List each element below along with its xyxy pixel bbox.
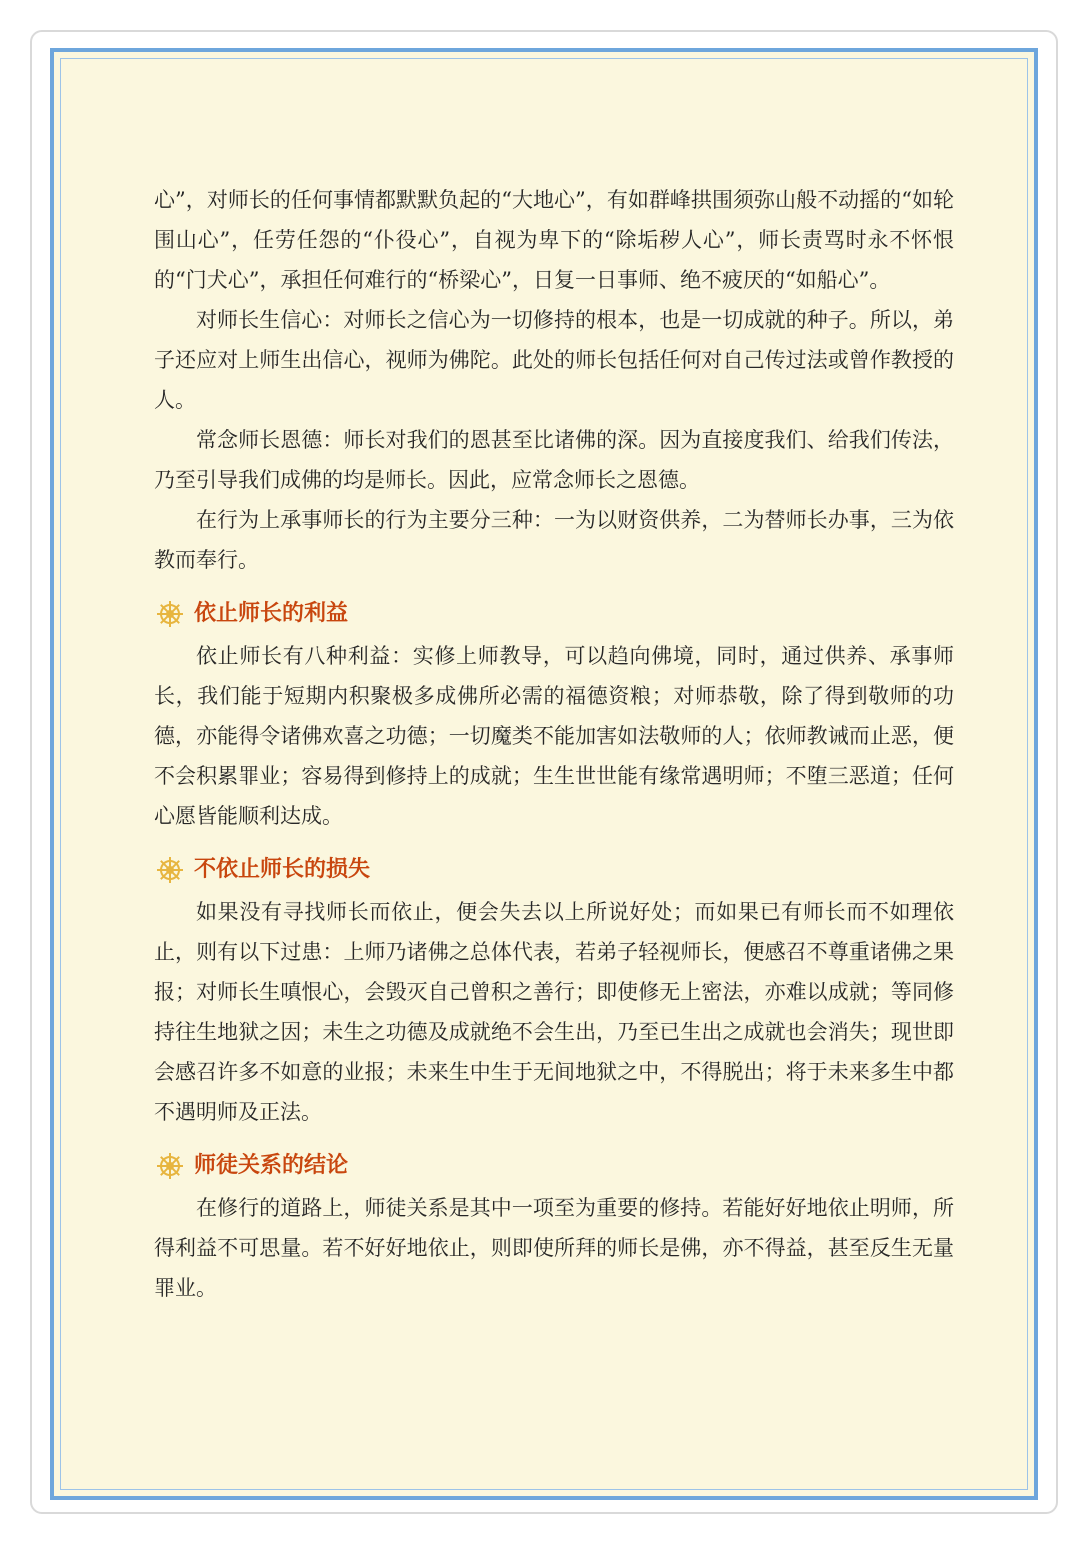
section-heading-conclusion xyxy=(154,1146,954,1186)
intro-paragraph-2: 对师长生信心：对师长之信心为一切修持的根本，也是一切成就的种子。所以，弟子还应对上师生出信心，视师为佛陀。此处的师长包括任何对自己传过法或曾作教授的人。 xyxy=(154,308,954,412)
intro-paragraph-3: 常念师长恩德：师长对我们的恩甚至比诸佛的深。因为直接度我们、给我们传法，乃至引导我们成佛的均是师长。因此，应常念师长之恩德。 xyxy=(154,428,954,492)
section-heading-text: 依止师长的利益 xyxy=(194,601,349,626)
section-heading-text: 不依止师长的损失 xyxy=(194,857,371,882)
section-paragraph-losses: 如果没有寻找师长而依止，便会失去以上所说好处；而如果已有师长而不如理依止，则有以下过患：上师乃诸佛之总体代表，若弟子轻视师长，便感召不尊重诸佛之果报；对师长生嗔恨心，会毁灭自己曾积之善行；即使修无上密法，亦难以成就；等同修持往生地狱之因；未生之功德及成就绝不会生出，乃至已生出之成就也会消失；现世即会感召许多不如意的业报；未来生中生于无间地狱之中，不得脱出；将于未来多生中都不遇明师及正法。 xyxy=(154,900,954,1124)
section-heading-text: 师徒关系的结论 xyxy=(194,1153,349,1178)
section-paragraph-conclusion: 在修行的道路上，师徒关系是其中一项至为重要的修持。若能好好地依止明师，所得利益不可思量。若不好好地依止，则即使所拜的师长是佛，亦不得益，甚至反生无量罪业。 xyxy=(154,1196,954,1300)
section-heading-losses xyxy=(154,850,954,890)
dharma-wheel-icon xyxy=(156,600,184,628)
section-paragraph-benefits: 依止师长有八种利益：实修上师教导，可以趋向佛境，同时，通过供养、承事师长，我们能于短期内积聚极多成佛所必需的福德资粮；对师恭敬，除了得到敬师的功德，亦能得令诸佛欢喜之功德；一切魔类不能加害如法敬师的人；依师教诫而止恶，便不会积累罪业；容易得到修持上的成就；生生世世能有缘常遇明师；不堕三恶道；任何心愿皆能顺利达成。 xyxy=(154,644,954,828)
dharma-wheel-icon xyxy=(156,1152,184,1180)
dharma-wheel-icon xyxy=(156,856,184,884)
section-heading-benefits xyxy=(154,594,954,634)
intro-paragraph-4: 在行为上承事师长的行为主要分三种：一为以财资供养，二为替师长办事，三为依教而奉行。 xyxy=(154,508,954,572)
page-content xyxy=(154,180,954,1308)
intro-paragraph-1: 心”，对师长的任何事情都默默负起的“大地心”，有如群峰拱围须弥山般不动摇的“如轮围山心”，任劳任怨的“仆役心”，自视为卑下的“除垢秽人心”，师长责骂时永不怀恨的“门犬心”，承担任何难行的“桥梁心”，日复一日事师、绝不疲厌的“如船心”。 xyxy=(154,188,954,292)
